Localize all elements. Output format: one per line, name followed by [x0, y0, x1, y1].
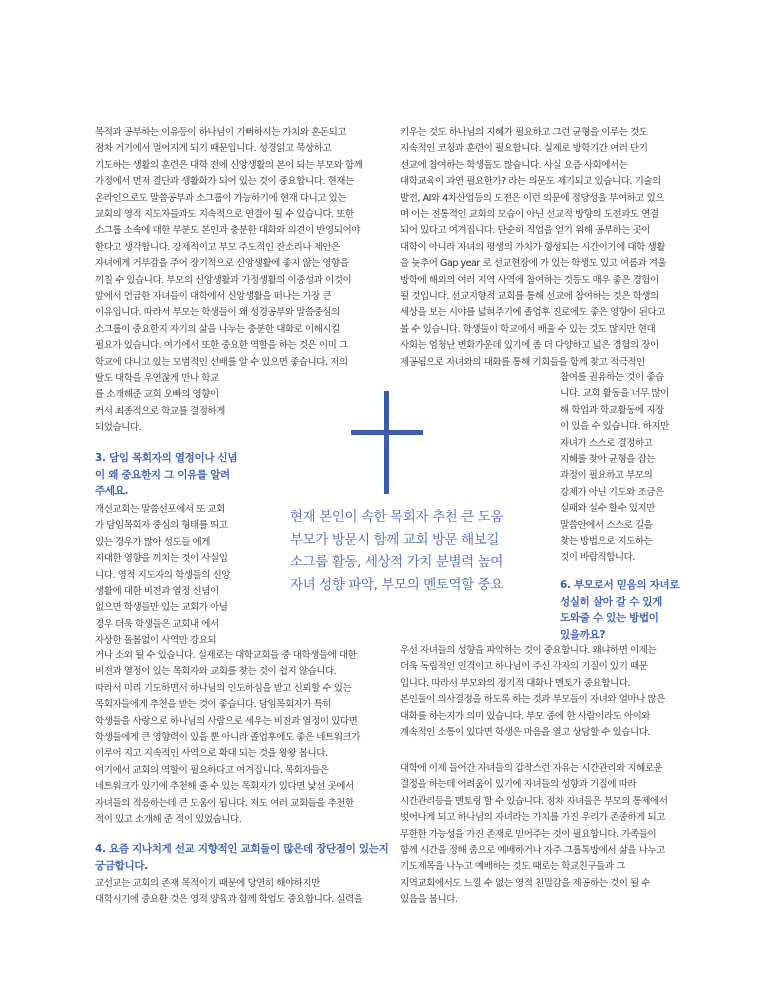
right-column-bottom: 대학에 이제 들어간 자녀들의 갑작스런 자유는 시간관리와 지혜로운 결정을 하는데 어려움이 있기에 자녀들의 성향과 기질에 따라 시간관리등을 멘토링 할 수 있습니다. 점차 자녀들은 부모의 통제에서 벗어나게 되고 하나님의 자녀라는 가치를 가진 우리가 존중하게 되고 무한한 가능성을 가진 존재로 믿어주는 것이 필요합니다. 가족들이 함께 시간을 정해 줌으로 예배하거나 자주 그룹톡방에서 삶을 나누고 기도제목을 나누고 예배하는 것도 때로는 학교친구들과 그 지역교회에서도 느낄 수 없는 영적 친밀감을 제공하는 것이 될 수 있음을 봅니다. [400, 763, 668, 906]
callout-summary: 현재 본인이 속한 목회자 추천 큰 도움 부모가 방문시 함께 교회 방문 해보길 소그룹 활동, 세상적 가치 분별력 높여 자녀 성향 파악, 부모의 멘토역할 중요 [290, 509, 503, 593]
cross-vertical-bar [384, 391, 389, 494]
right-column-mid: 우선 자녀들의 성향을 파악하는 것이 중요합니다. 왜냐하면 이제는 더욱 독립적인 인격이고 하나님이 주신 각자의 기질이 있기 때문 입니다. 따라서 부모와의 정기적 대화나 멘토가 중요합니다. 본인들이 의사결정을 하도록 하는 것과 부모들이 자녀와 얼마나 많은 대화를 하는지가 의미 있습니다. 부모 중에 한 사람이라도 아이와 계속적인 소통이 있다면 학생은 마음을 열고 상담할 수 있습니다. [400, 645, 665, 739]
section-heading-6: 6. 부모로서 믿음의 자녀로 성실히 살아 갈 수 있게 도와줄 수 있는 방법이 있을까요? [560, 579, 680, 641]
right-column-top: 키우는 것도 하나님의 지혜가 필요하고 그런 균형을 이루는 것도 지속적인 코칭과 훈련이 필요합니다. 실제로 방학기간 여러 단기 선교에 참여하는 학생들도 많습니다. 사실 요즘 사회에서는 대학교육이 과연 필요한가? 라는 의문도 제기되고 있습니다. 기술의 발전, AI와 4차산업등의 도전은 이런 의문에 정당성을 부여하고 있으 며 이는 전통적인 교회의 모습이 아닌 선교적 방향의 도전과도 연결 되어 있다고 여겨집니다. 단순히 직업을 얻기 위해 공부하는 곳이 대학이 아니라 자녀의 평생의 가치가 형성되는 시간이기에 대학 생활 을 늦추어 Gap year 로 선교현장에 가 있는 학생도 있고 여름과 겨울 방학에 해외의 여러 지역 사역에 참여하는 것등도 매우 좋은 경험이 될 것입니다. 선교지향적 교회를 통해 선교에 참여하는 것은 학생의 세상을 보는 시야를 넓혀주기에 졸업후 진로에도 좋은 영향이 된다고 볼 수 있습니다. 학생들이 학교에서 배울 수 있는 것도 많지만 현대 사회는 엄청난 변화가운데 있기에 좀 더 다양하고 넓은 경험의 장이 제공됨으로 자녀와의 대화를 통해 기회들을 함께 찾고 적극적인 [400, 127, 667, 368]
left-column-bottom: 거나 소외 될 수 있습니다. 실제로는 대학교회들 중 대학생들에 대한 비전과 열정이 있는 목회자와 교회를 찾는 것이 쉽지 않습니다. 따라서 미리 기도하면서 하나님의 인도하심을 받고 신뢰할 수 있는 목회자들에게 추천을 받는 것이 좋습니다. 담임목회자가 특히 학생들을 사랑으로 하나님의 사람으로 세우는 비전과 열정이 있다면 학생들에게 큰 영향력이 있을 뿐 아니라 졸업후에도 좋은 네트워크가 이루어 지고 지속적인 사역으로 확대 되는 것을 왕왕 봅니다. 여기에서 교회의 역할이 필요하다고 여겨집니다. 목회자들은 네트워크가 있기에 추천해 줄 수 있는 목회자가 있다면 낯선 곳에서 자녀들의 적응하는데 큰 도움이 됩니다. 저도 여러 교회들을 추천한 적이 있고 소개해 준 적이 있었습니다. [95, 650, 360, 826]
left-column-end: 교선교는 교회의 존재 목적이기 때문에 당연히 해야하지만 대학시기에 중요한 것은 영적 양육과 함께 학업도 중요합니다. 실력을 [95, 878, 363, 906]
section-heading-3: 3. 담임 목회자의 열정이나 신념 이 왜 중요한지 그 이유를 알려 주세요. [95, 452, 238, 497]
cross-horizontal-bar [351, 430, 423, 435]
section-heading-4: 4. 요즘 지나치게 선교 지향적인 교회들이 많은데 장단점이 있는지 궁금합니다. [95, 843, 389, 872]
left-column-mid: 개신교회는 말씀선포에서 또 교회 가 담임목회자 중심의 형태를 띄고 있는 경우가 많아 성도들 에게 지대한 영향을 끼치는 것이 사실입 니다. 영적 지도자의 학생들의 신앙 생활에 대한 비전과 열정 신념이 없으면 학생들만 있는 교회가 아닐 경우 더욱 학생들은 교회내 에서 자상한 돌봄없이 사역만 강요되 [95, 504, 231, 647]
left-column-narrow: 딸도 대학을 우연잖게 만나 학교 를 소개해준 교회 오빠의 영향이 커서 최종적으로 학교를 결정하게 되었습니다. [95, 373, 225, 434]
right-column-narrow: 참여를 권유하는 것이 좋습 니다. 교회 활동을 너무 많이 해 학업과 학교활동에 지장 이 있을 수 있습니다. 하지만 자녀가 스스로 결정하고 지혜를 찾아 균형을 잡는 과정이 필요하고 부모의 강제가 아닌 기도와 조금은 실패와 실수 할수 있지만 말씀안에서 스스로 길을 찾는 방법으로 지도하는 것이 바람직합니다. [560, 372, 669, 564]
left-column-top: 목적과 공부하는 이유등이 하나님이 기뻐하시는 가치와 혼돈되고 점차 거기에서 멀어지게 되기 때문입니다. 성경읽고 묵상하고 기도하는 생활의 훈련은 대학 전에 신앙생활의 본이 되는 부모와 함께 가정에서 먼저 결단과 생활화가 되어 있는 것이 중요합니다. 현재는 온라인으로도 말씀공부과 소그룹이 가능하기에 현재 다니고 있는 교회의 영적 지도자들과도 지속적으로 연결이 될 수 있습니다. 또한 소그룹 소속에 대한 부분도 본인과 충분한 대화와 의견이 반영되어야 한다고 생각합니다. 강제적이고 부모 주도적인 잔소리나 제안은 자녀에게 거부감을 주어 장기적으로 신앙생활에 좋지 않는 영향을 끼칠 수 있습니다. 부모의 신앙생활과 가정생활의 이중성과 이것이 앞에서 언급한 자녀들이 대학에서 신앙생활을 떠나는 가장 큰 이유입니다. 따라서 부모는 학생들이 왜 성경공부와 말씀중심의 소그룹이 중요한지 자기의 삶을 나누는 충분한 대화로 이해시킬 필요가 있습니다. 여기에서 또한 중요한 역할을 하는 것은 이미 그 학교에 다니고 있는 모범적인 선배를 알 수 있으면 좋습니다. 저의 [95, 127, 363, 368]
